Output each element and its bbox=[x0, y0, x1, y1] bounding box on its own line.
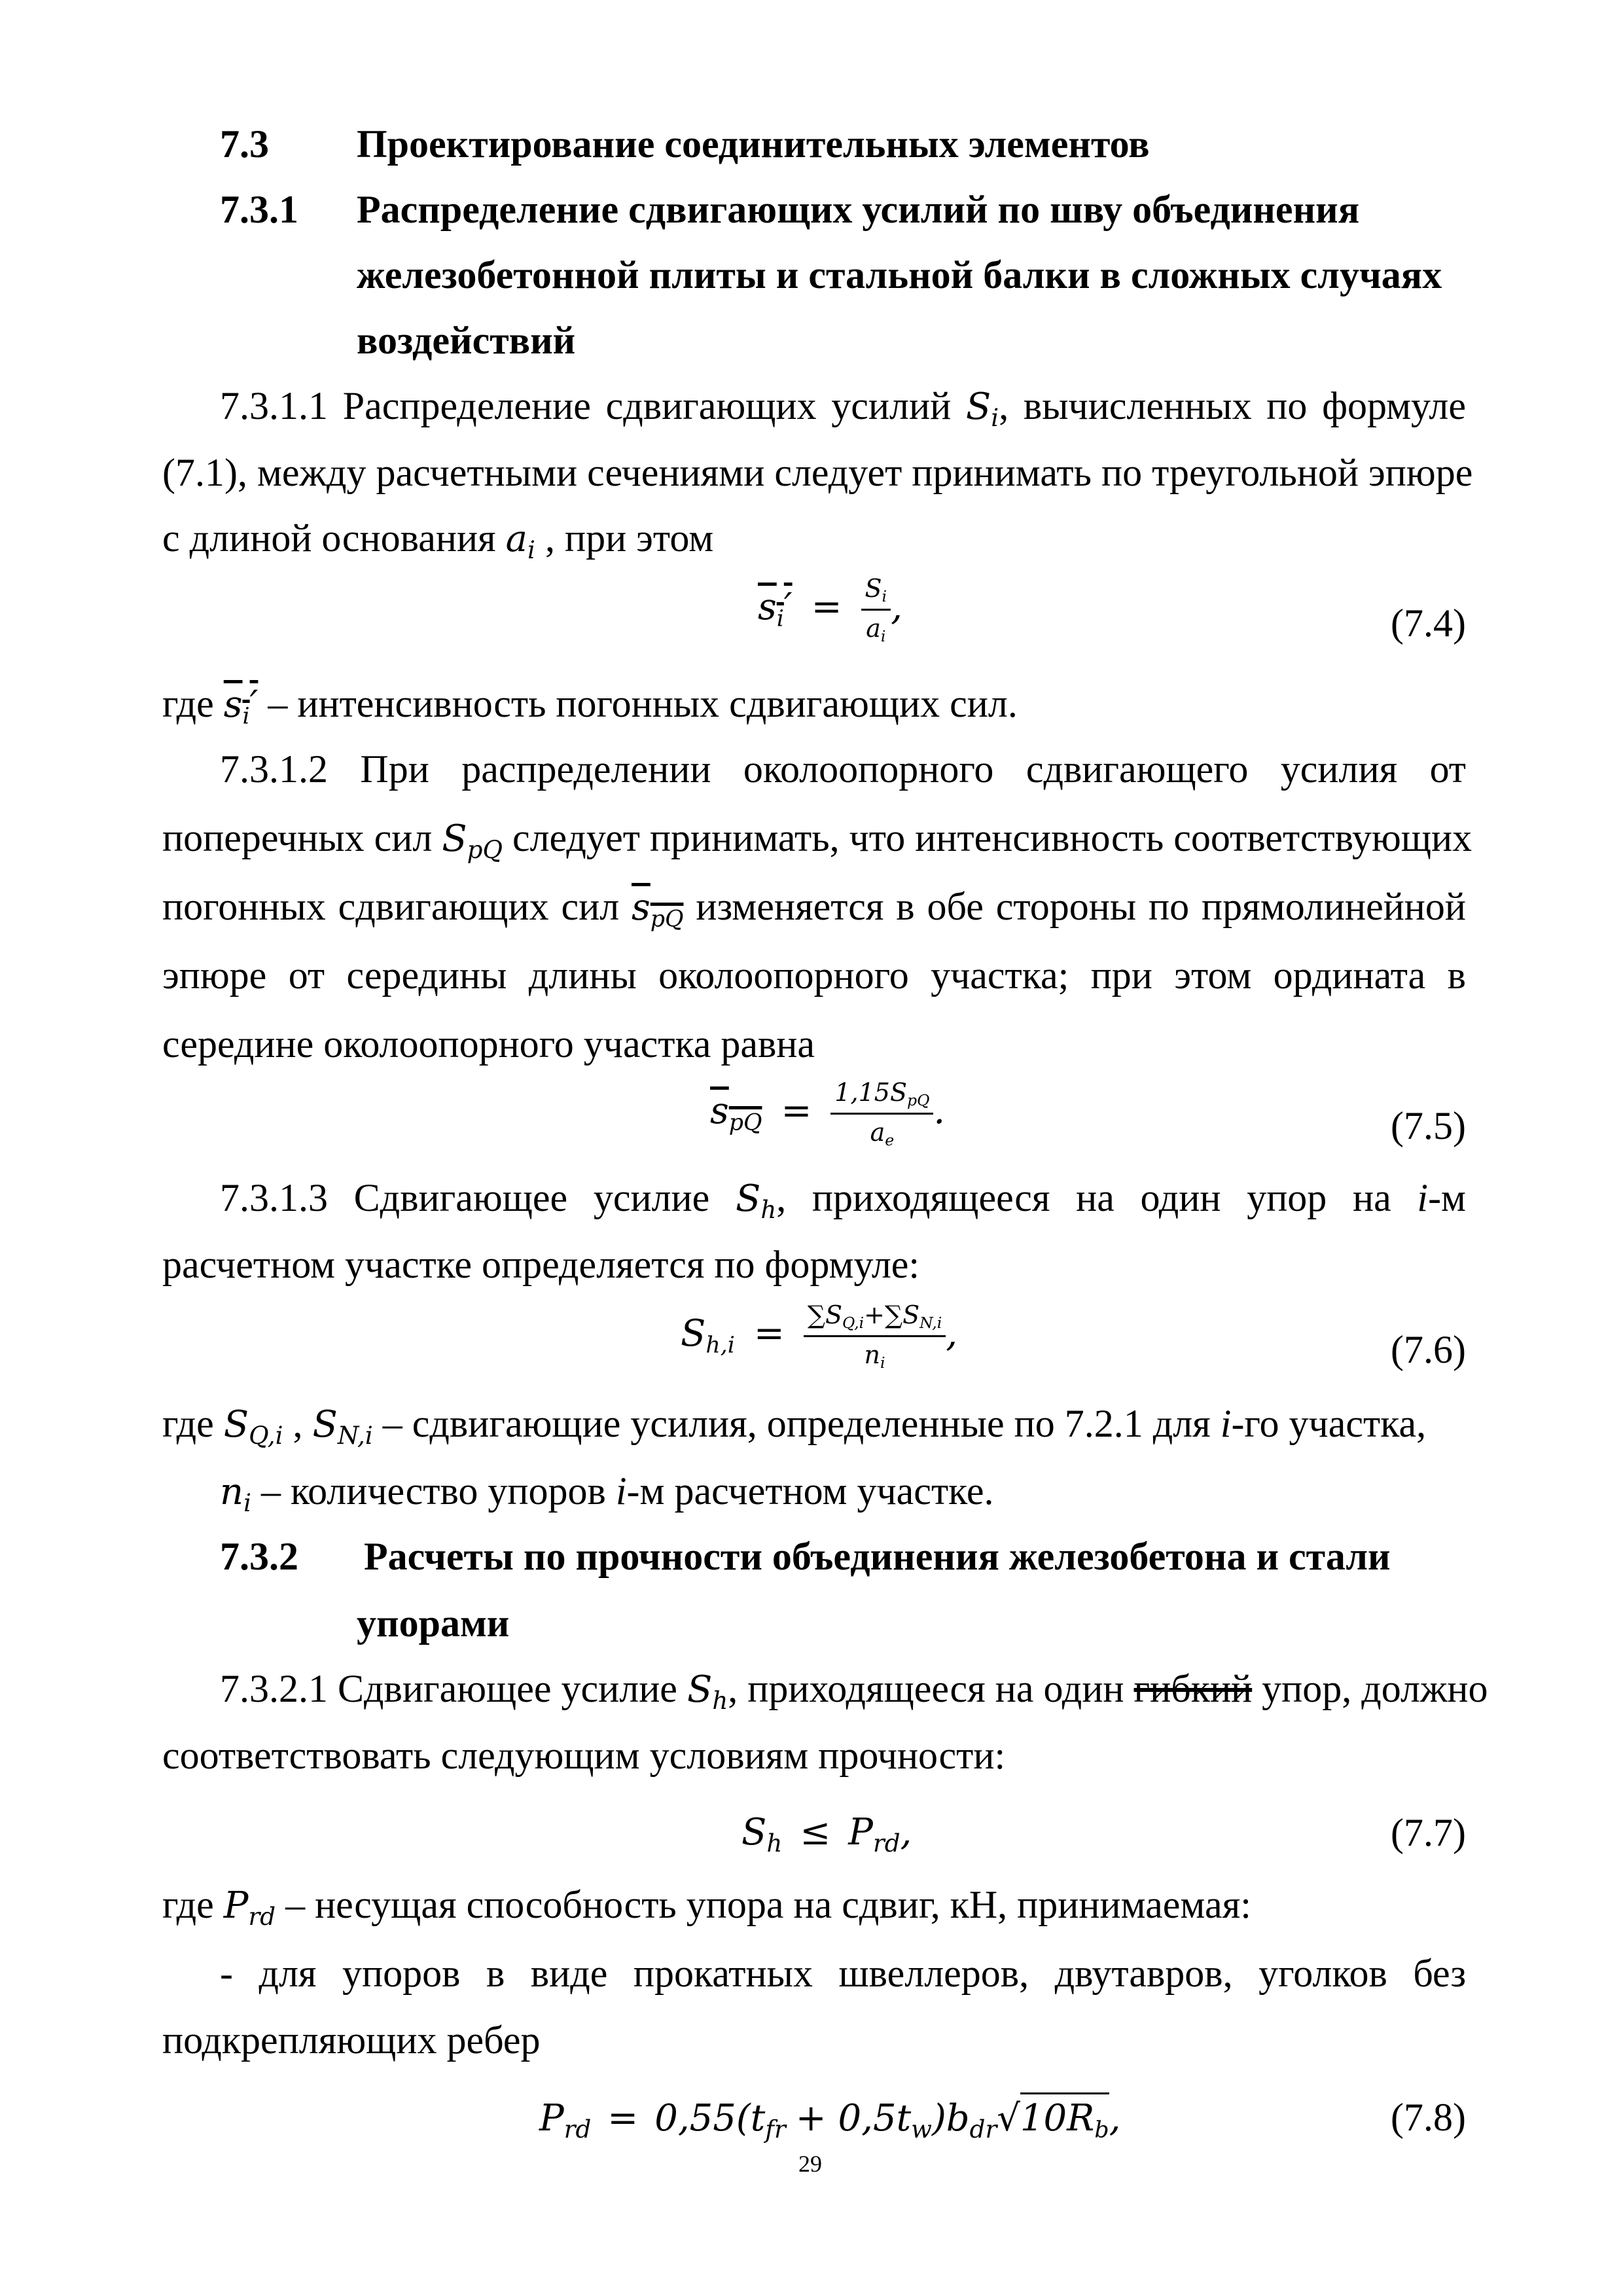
equation-7-6: Sh,i = $\frac{\sum SQ,i+\sum SN,i}{ni}$ , bbox=[681, 1300, 958, 1372]
section-title-7-3-2-line2: упорами bbox=[357, 1602, 510, 1645]
equation-label-7-5: (7.5) bbox=[1391, 1104, 1466, 1147]
paragraph-7-3-2-1-line1: 7.3.2.1 Сдвигающее усилие Sh, приходящееся на один гибкий упор, должно bbox=[220, 1667, 1488, 1715]
section-title-7-3: Проектирование соединительных элементов bbox=[357, 122, 1150, 166]
fraction-7-5: $\frac{\text{1,15SpQ}}{ae}$ bbox=[830, 1080, 933, 1148]
list-item-line2: подкрепляющих ребер bbox=[162, 2018, 541, 2062]
paragraph-7-3-1-2-line2: поперечных сил SpQ следует принимать, что интенсивность соответствующих bbox=[162, 816, 1472, 865]
paragraph-7-3-1-1-line1: 7.3.1.1 Распределение сдвигающих усилий Si, вычисленных по формуле bbox=[220, 384, 1466, 433]
equation-7-7: Sh ≤ Prd, bbox=[741, 1811, 912, 1858]
section-title-7-3-1-line2: железобетонной плиты и стальной балки в сложных случаях bbox=[357, 253, 1442, 296]
paragraph-7-3-1-2-line1: 7.3.1.2 При распределении околоопорного сдвигающего усилия от bbox=[220, 747, 1466, 791]
paragraph-7-3-1-2-line4: эпюре от середины длины околоопорного участка; при этом ордината в bbox=[162, 954, 1466, 997]
where-7-4: где si′ – интенсивность погонных сдвигающих сил. bbox=[162, 682, 1018, 730]
where-7-7: где Prd – несущая способность упора на сдвиг, кН, принимаемая: bbox=[162, 1883, 1251, 1931]
paragraph-7-3-1-3-line2: расчетном участке определяется по формуле: bbox=[162, 1243, 920, 1286]
paragraph-7-3-1-3-line1: 7.3.1.3 Сдвигающее усилие Sh, приходящееся на один упор на i-м bbox=[220, 1176, 1467, 1225]
section-title-7-3-1-line3: воздействий bbox=[357, 319, 576, 362]
equation-label-7-7: (7.7) bbox=[1391, 1811, 1466, 1854]
page-number: 29 bbox=[798, 2151, 822, 2177]
section-title-7-3-2-line1: Расчеты по прочности объединения железобетона и стали bbox=[364, 1535, 1391, 1578]
equation-7-4: si′ = $\frac{Si}{ai}$ , bbox=[758, 574, 902, 645]
where-7-6: где SQ,i , SN,i – сдвигающие усилия, определенные по 7.2.1 для i-го участка, bbox=[162, 1402, 1427, 1450]
section-title-7-3-1-line1: Распределение сдвигающих усилий по шву объединения bbox=[357, 188, 1360, 231]
equation-label-7-4: (7.4) bbox=[1391, 601, 1466, 645]
equation-label-7-8: (7.8) bbox=[1391, 2096, 1466, 2139]
section-number-7-3-2: 7.3.2 bbox=[220, 1535, 298, 1578]
paragraph-7-3-1-1-line3: с длиной основания ai , при этом bbox=[162, 516, 714, 565]
paragraph-7-3-1-2-line3: погонных сдвигающих сил spQ изменяется в обе стороны по прямолинейной bbox=[162, 885, 1467, 933]
fraction-7-6: $\frac{\sum SQ,i+\sum SN,i}{ni}$ bbox=[804, 1302, 946, 1371]
paragraph-7-3-2-1-line2: соответствовать следующим условиям прочности: bbox=[162, 1734, 1006, 1777]
list-item-line1: - для упоров в виде прокатных швеллеров, двутавров, уголков без bbox=[220, 1952, 1467, 1995]
equation-7-8: Prd = 0,55(tfr + 0,5tw)bdr√10Rb, bbox=[539, 2098, 1120, 2142]
struck-word: гибкий bbox=[1133, 1667, 1253, 1710]
section-number-7-3: 7.3 bbox=[220, 122, 269, 166]
equation-7-5: spQ = $\frac{\text{1,15SpQ}}{ae}$ . bbox=[710, 1078, 946, 1149]
paragraph-7-3-1-1-line2: (7.1), между расчетными сечениями следует принимать по треугольной эпюре bbox=[162, 451, 1473, 494]
fraction-7-4: $\frac{Si}{ai}$ bbox=[861, 576, 891, 644]
equation-label-7-6: (7.6) bbox=[1391, 1328, 1466, 1371]
section-number-7-3-1: 7.3.1 bbox=[220, 188, 298, 231]
where-7-6-n: ni – количество упоров i-м расчетном участке. bbox=[220, 1469, 994, 1518]
paragraph-7-3-1-2-line5: середине околоопорного участка равна bbox=[162, 1022, 815, 1066]
